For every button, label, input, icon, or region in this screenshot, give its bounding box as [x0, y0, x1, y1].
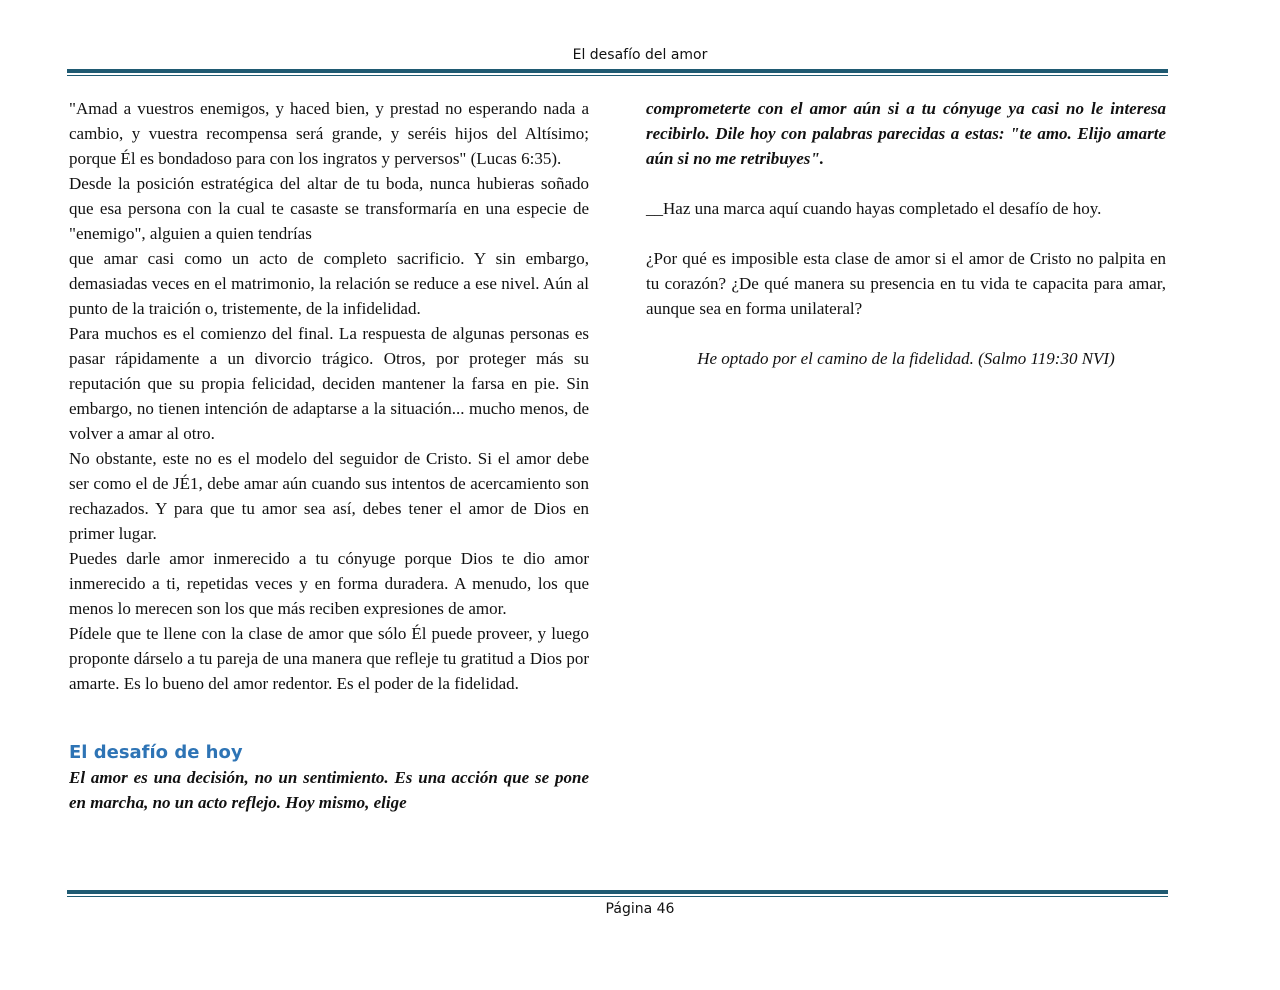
paragraph-wedding: Desde la posición estratégica del altar de tu boda, nunca hubieras soñado que esa persona con la cual te casaste se transformaría en una especie de "enemigo", alguien a quien tendrías — [69, 174, 589, 243]
header-rule — [67, 69, 1168, 76]
page-number: Página 46 — [605, 901, 675, 917]
section-title: El desafío de hoy — [69, 742, 243, 763]
left-column-frame — [69, 96, 589, 889]
paragraph-follower-model: No obstante, este no es el modelo del seguidor de Cristo. Si el amor debe ser como el de JÉ1, debe amar aún cuando sus intentos de acercamiento son rechazados. Y para que tu amor sea así, debes tener el amor de Dios en primer lugar. — [69, 449, 589, 543]
running-header: El desafío del amor — [572, 47, 708, 63]
challenge-text-start: El amor es una decisión, no un sentimiento. Es una acción que se pone en marcha, no un acto reflejo. Hoy mismo, elige — [69, 768, 589, 812]
left-column — [69, 96, 589, 815]
paragraph-sacrifice: que amar casi como un acto de completo sacrificio. Y sin embargo, demasiadas veces en el matrimonio, la relación se reduce a ese nivel. Aún al punto de la traición o, tristemente, de la infidelidad. — [69, 249, 589, 318]
closing-verse: He optado por el camino de la fidelidad. (Salmo 119:30 NVI) — [697, 349, 1115, 368]
paragraph-redemptive-love: Pídele que te llene con la clase de amor que sólo Él puede proveer, y luego proponte dárselo a tu pareja de una manera que refleje tu gratitud a Dios por amarte. Es lo bueno del amor redentor. Es el poder de la fidelidad. — [69, 624, 589, 693]
footer-rule — [67, 890, 1168, 897]
paragraph-undeserved-love: Puedes darle amor inmerecido a tu cónyuge porque Dios te dio amor inmerecido a ti, repetidas veces y en forma duradera. A menudo, los que menos lo merecen son los que más reciben expresiones de amor. — [69, 549, 589, 618]
paragraph-beginning-of-end: Para muchos es el comienzo del final. La respuesta de algunas personas es pasar rápidamente a un divorcio trágico. Otros, por proteger más su reputación que su propia felicidad, deciden mantener la farsa en pie. Sin embargo, no tienen intención de adaptarse a la situación... mucho menos, de volver a amar al otro. — [69, 324, 589, 443]
checkbox-line: __Haz una marca aquí cuando hayas completado el desafío de hoy. — [646, 199, 1102, 218]
paragraph-verse-quote: "Amad a vuestros enemigos, y haced bien, y prestad no esperando nada a cambio, y vuestra recompensa será grande, y seréis hijos del Altísimo; porque Él es bondadoso para con los ingratos y perversos" (Lucas 6:35). — [69, 99, 589, 168]
reflection-question: ¿Por qué es imposible esta clase de amor si el amor de Cristo no palpita en tu corazón? ¿De qué manera su presencia en tu vida te capacita para amar, aunque sea en forma unilateral? — [646, 249, 1166, 318]
challenge-text-end: comprometerte con el amor aún si a tu cónyuge ya casi no le interesa recibirlo. Dile hoy con palabras parecidas a estas: "te amo. Elijo amarte aún si no me retribuyes". — [646, 99, 1166, 168]
right-column — [646, 96, 1166, 371]
